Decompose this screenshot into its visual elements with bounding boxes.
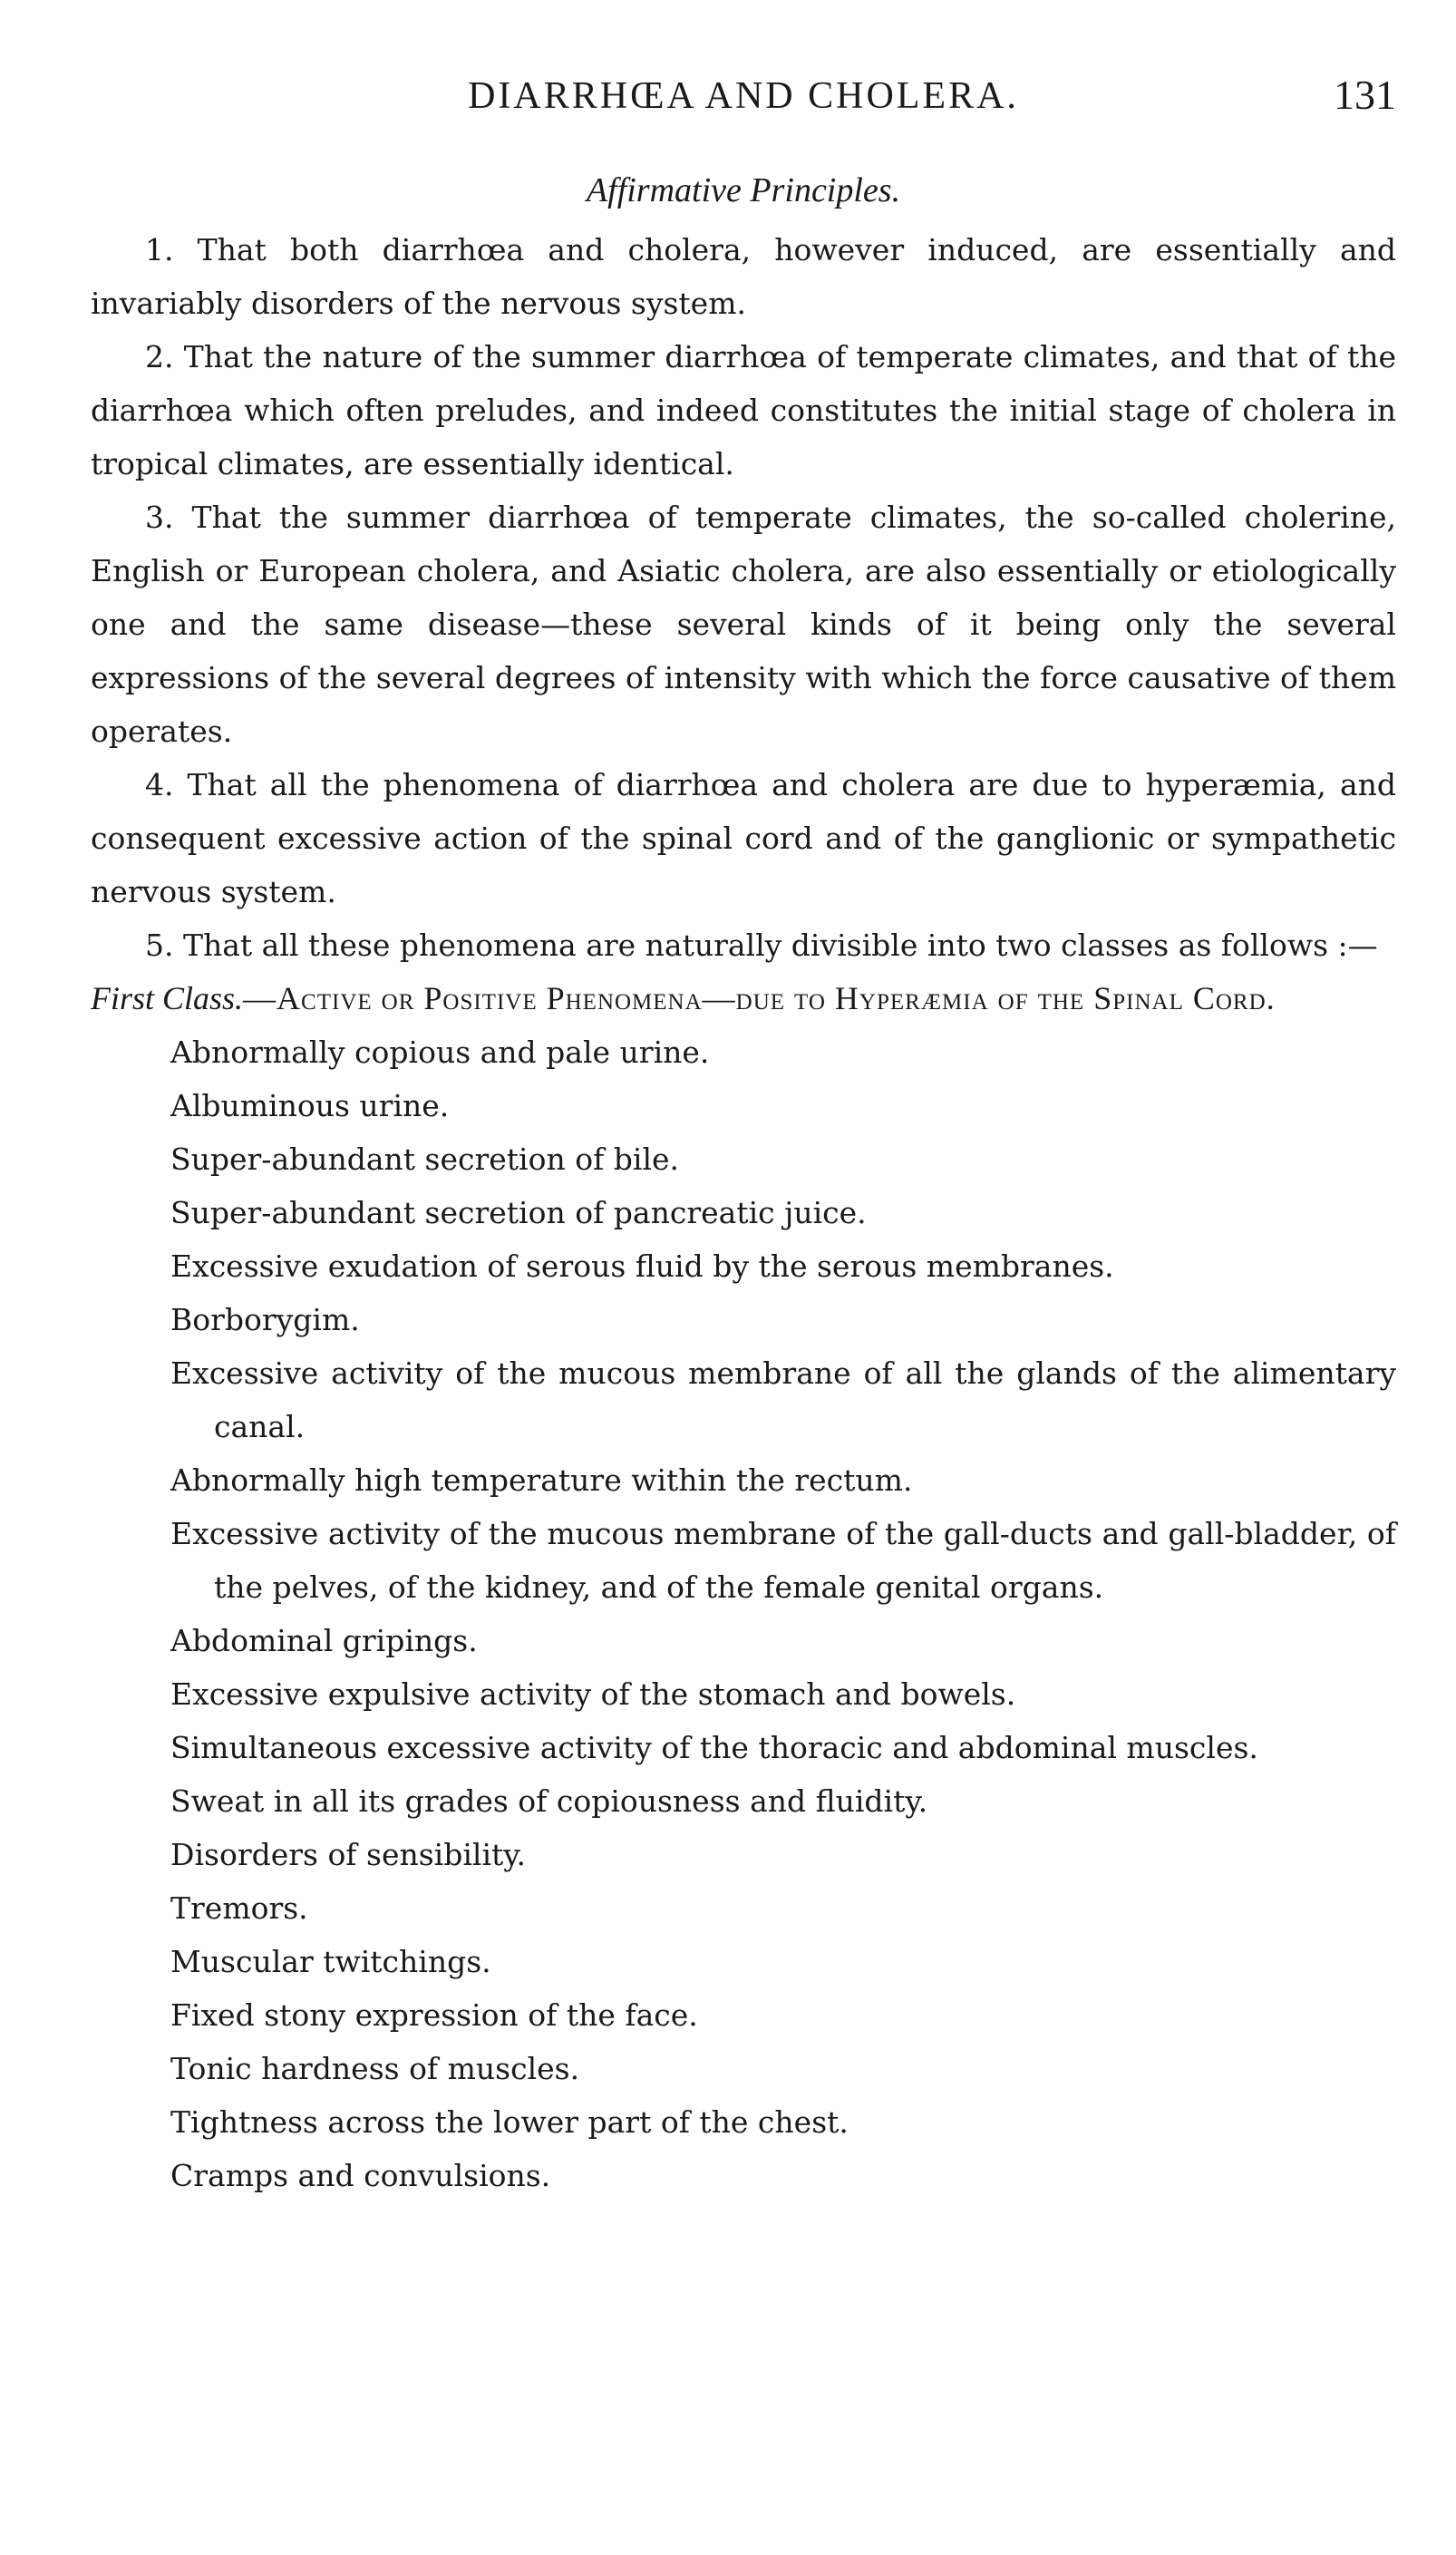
list-item: Super-abundant secretion of pancreatic juice.	[170, 1195, 867, 1230]
list-item: Simultaneous excessive activity of the thoracic and abdominal muscles.	[170, 1730, 1258, 1765]
list-item: Excessive activity of the mucous membrane of the gall-ducts and gall-bladder, of the pelves, of the kidney, and of the female genital organs.	[170, 1516, 1396, 1605]
body-text	[91, 223, 1396, 2202]
phenomena-list	[91, 1025, 1396, 2202]
book-page	[91, 0, 1396, 2555]
class-heading-label: First Class.	[91, 980, 244, 1016]
list-item: Cramps and convulsions.	[170, 2158, 551, 2193]
list-item: Super-abundant secretion of bile.	[170, 1141, 680, 1177]
list-item: Abnormally high temperature within the rectum.	[170, 1462, 913, 1498]
principle-4: 4. That all the phenomena of diarrhœa and cholera are due to hyperæmia, and consequent excessive action of the spinal cord and of the ganglionic or sympathetic nervous system.	[91, 767, 1396, 909]
section-title: Affirmative Principles.	[586, 171, 901, 209]
list-item: Tightness across the lower part of the chest.	[170, 2104, 849, 2140]
class-heading	[91, 972, 1396, 1025]
running-head	[91, 74, 1396, 129]
class-heading-text: —Active or Positive Phenomena—due to Hyperæmia of the Spinal Cord.	[243, 980, 1276, 1016]
list-item: Tonic hardness of muscles.	[170, 2051, 580, 2086]
principle-2: 2. That the nature of the summer diarrhœa of temperate climates, and that of the diarrhœa which often preludes, and indeed constitutes the initial stage of cholera in tropical climates, are essentially identical.	[91, 339, 1396, 481]
principle-3: 3. That the summer diarrhœa of temperate climates, the so-called cholerine, English or European cholera, and Asiatic cholera, are also essentially or etiologically one and the same disease—these several kinds of it being only the several expressions of the several degrees of intensity with which the force causative of them operates.	[91, 500, 1396, 749]
list-item: Sweat in all its grades of copiousness and fluidity.	[170, 1783, 928, 1819]
principle-1: 1. That both diarrhœa and cholera, however induced, are essentially and invariably disorders of the nervous system.	[91, 232, 1396, 321]
list-item: Excessive expulsive activity of the stomach and bowels.	[170, 1676, 1016, 1712]
list-item: Muscular twitchings.	[170, 1944, 491, 1979]
running-head-title: DIARRHŒA AND CHOLERA.	[468, 75, 1019, 117]
list-item: Albuminous urine.	[170, 1088, 450, 1123]
list-item: Excessive activity of the mucous membrane of all the glands of the alimentary canal.	[170, 1355, 1396, 1444]
page-number: 131	[1334, 72, 1396, 118]
list-item: Fixed stony expression of the face.	[170, 1997, 698, 2033]
principle-5: 5. That all these phenomena are naturally divisible into two classes as follows :—	[145, 928, 1378, 963]
list-item: Tremors.	[170, 1890, 308, 1926]
list-item: Excessive exudation of serous fluid by the serous membranes.	[170, 1248, 1114, 1284]
list-item: Abdominal gripings.	[170, 1623, 478, 1658]
list-item: Abnormally copious and pale urine.	[170, 1035, 710, 1070]
list-item: Disorders of sensibility.	[170, 1837, 527, 1872]
list-item: Borborygim.	[170, 1302, 360, 1337]
